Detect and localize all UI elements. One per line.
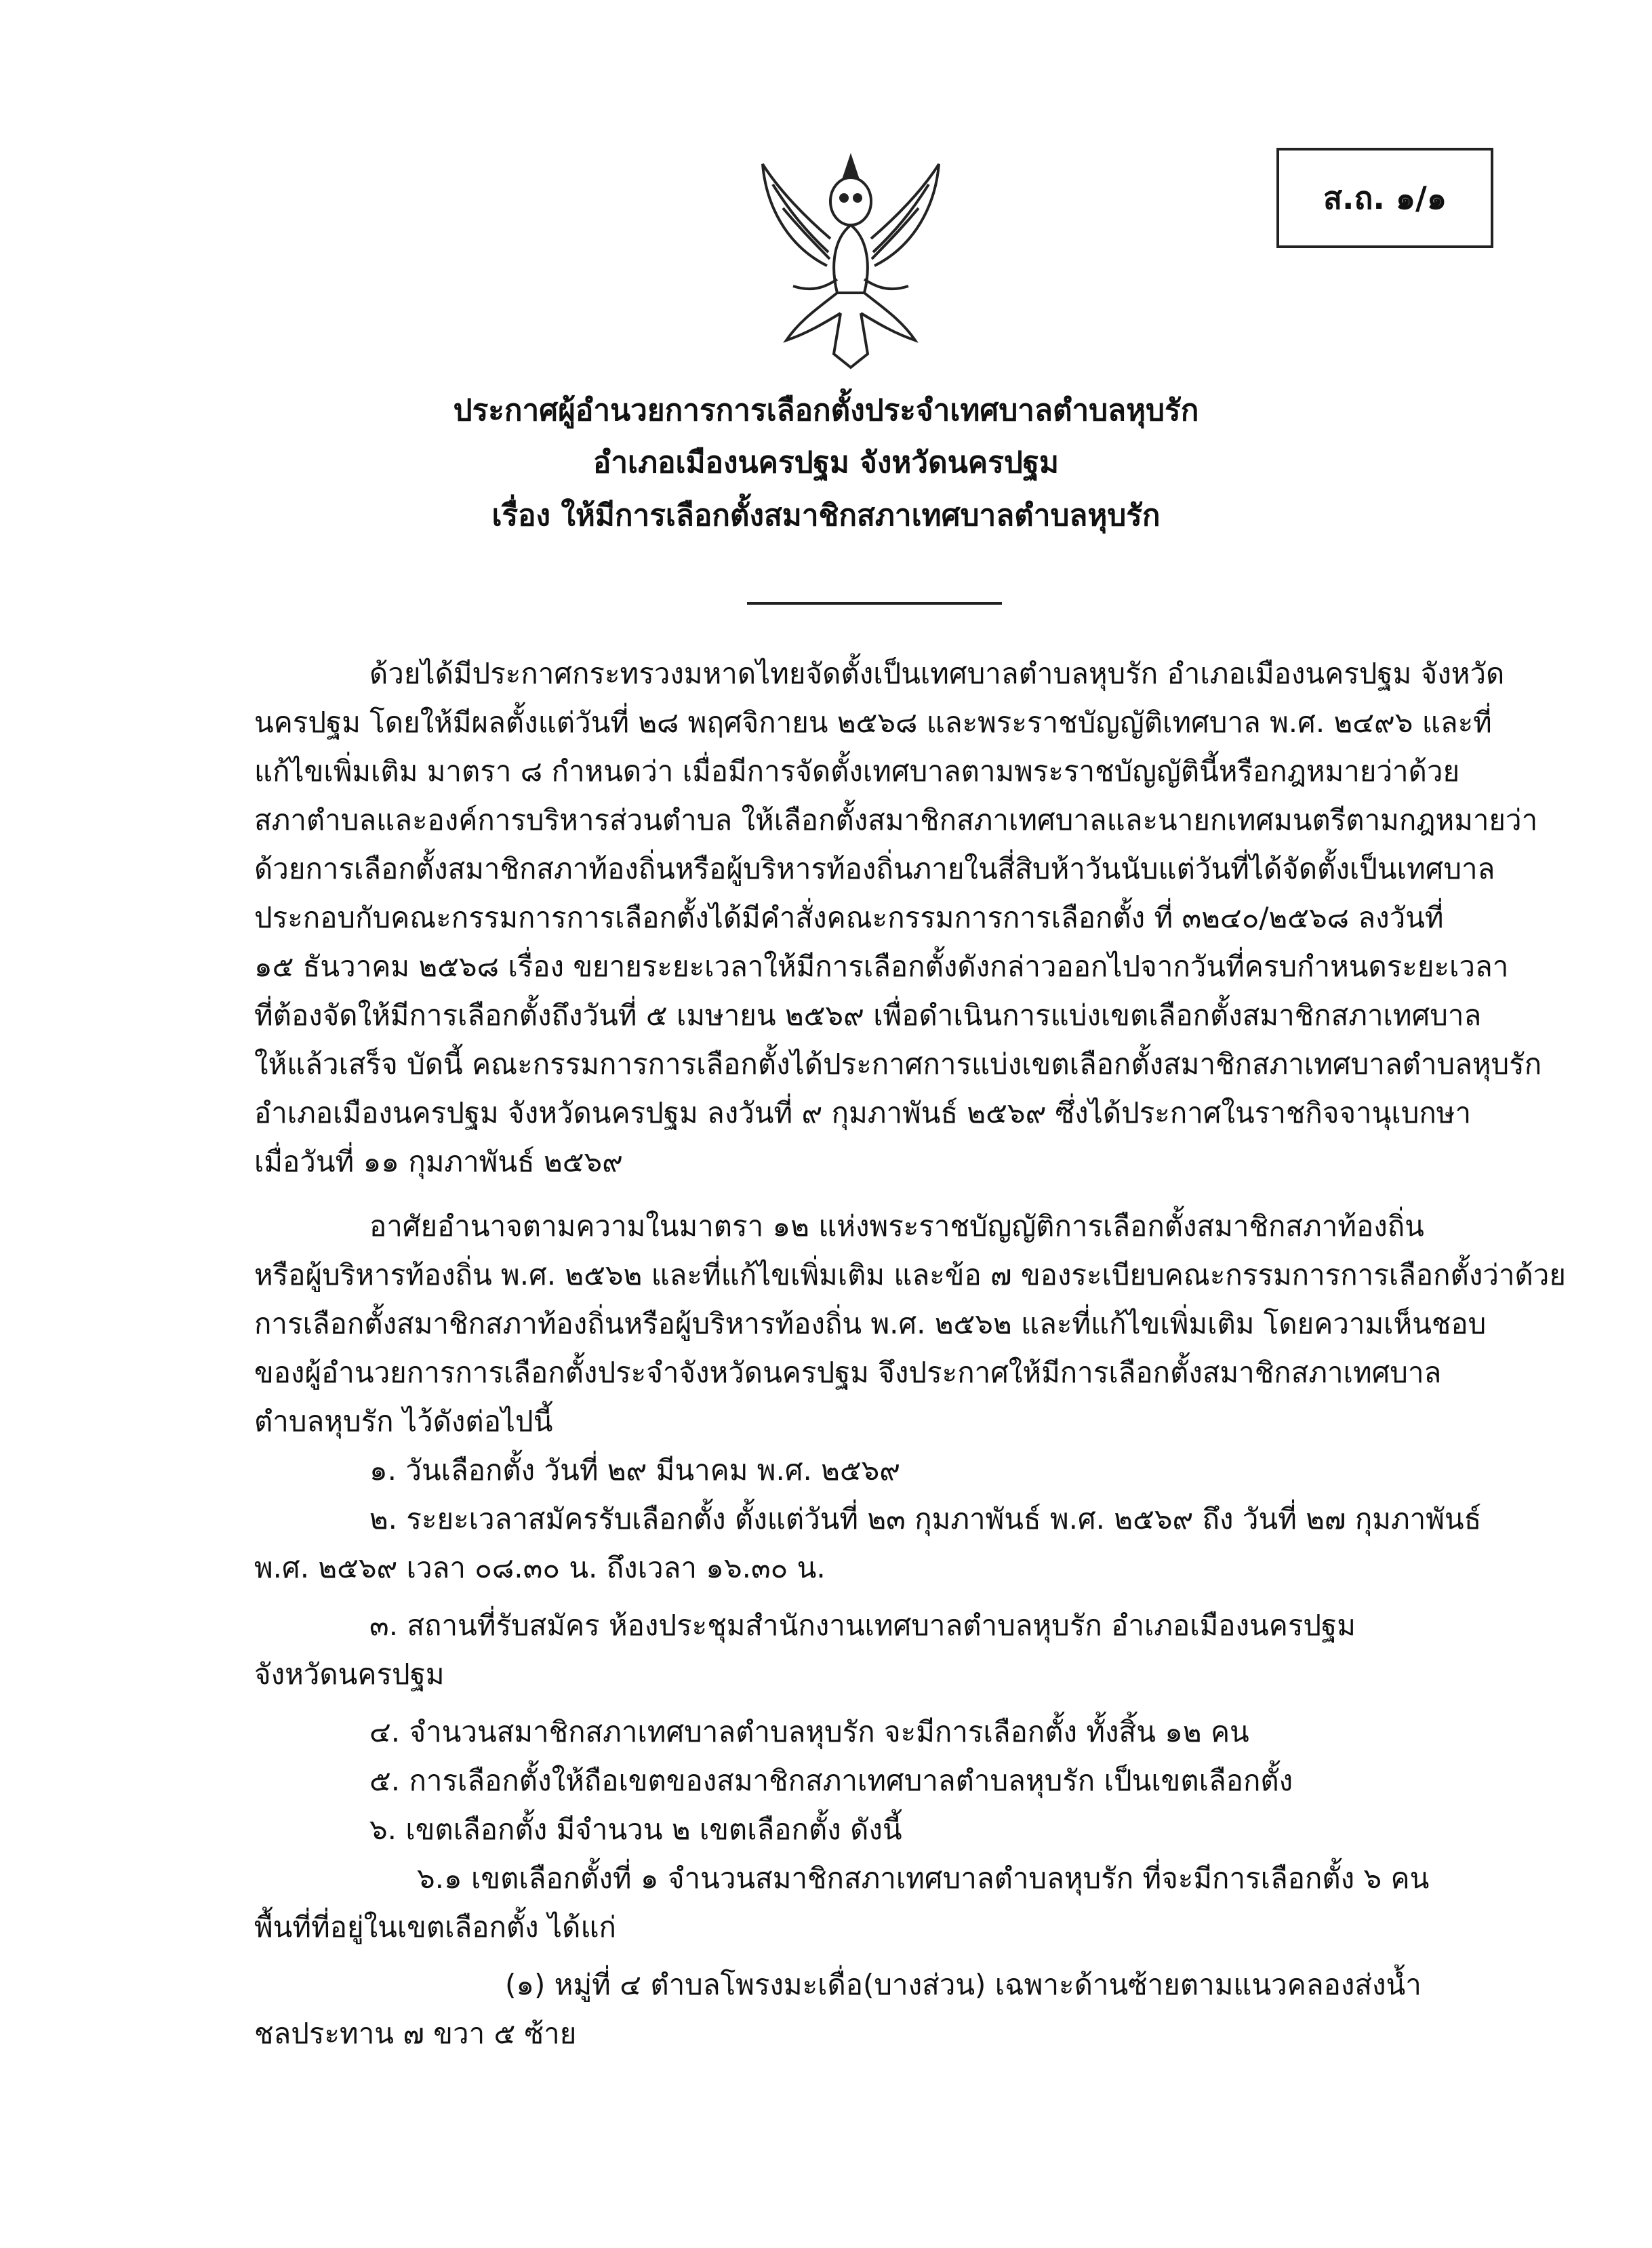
item-3-line-2: จังหวัดนครปฐม	[254, 1658, 445, 1691]
para1-line-6: ประกอบกับคณะกรรมการการเลือกตั้งได้มีคำสั่งคณะกรรมการการเลือกตั้ง ที่ ๓๒๔๐/๒๕๖๘ ลงวันที่	[254, 901, 1444, 934]
para1-line-9: ให้แล้วเสร็จ บัดนี้ คณะกรรมการการเลือกตั้งได้ประกาศการแบ่งเขตเลือกตั้งสมาชิกสภาเทศบาลตำบลหุบรัก	[254, 1047, 1542, 1081]
heading-divider	[747, 602, 1002, 605]
item-6-1-line-1: ๖.๑ เขตเลือกตั้งที่ ๑ จำนวนสมาชิกสภาเทศบาลตำบลหุบรัก ที่จะมีการเลือกตั้ง ๖ คน	[417, 1862, 1430, 1895]
item-5: ๕. การเลือกตั้งให้ถือเขตของสมาชิกสภาเทศบาลตำบลหุบรัก เป็นเขตเลือกตั้ง	[369, 1764, 1293, 1797]
item-4: ๔. จำนวนสมาชิกสภาเทศบาลตำบลหุบรัก จะมีการเลือกตั้ง ทั้งสิ้น ๑๒ คน	[369, 1715, 1249, 1748]
item-6-1-line-2: พื้นที่ที่อยู่ในเขตเลือกตั้ง ได้แก่	[254, 1910, 616, 1944]
para1-line-3: แก้ไขเพิ่มเติม มาตรา ๘ กำหนดว่า เมื่อมีการจัดตั้งเทศบาลตามพระราชบัญญัตินี้หรือกฎหมายว่าด้วย	[254, 755, 1460, 788]
form-code: ส.ถ. ๑/๑	[1323, 179, 1447, 216]
para2-line-4: ของผู้อำนวยการการเลือกตั้งประจำจังหวัดนครปฐม จึงประกาศให้มีการเลือกตั้งสมาชิกสภาเทศบาล	[254, 1356, 1442, 1389]
heading-line-3: เรื่อง ให้มีการเลือกตั้งสมาชิกสภาเทศบาลตำบลหุบรัก	[491, 498, 1161, 533]
para1-line-2: นครปฐม โดยให้มีผลตั้งแต่วันที่ ๒๘ พฤศจิกายน ๒๕๖๘ และพระราชบัญญัติเทศบาล พ.ศ. ๒๔๙๖ และที่	[254, 706, 1492, 739]
heading-line-2: อำเภอเมืองนครปฐม จังหวัดนครปฐม	[592, 445, 1060, 480]
para2-line-2: หรือผู้บริหารท้องถิ่น พ.ศ. ๒๕๖๒ และที่แก้ไขเพิ่มเติม และข้อ ๗ ของระเบียบคณะกรรมการการเลือกตั้งว่าด้วย	[254, 1258, 1566, 1291]
para2-line-5: ตำบลหุบรัก ไว้ดังต่อไปนี้	[254, 1405, 553, 1438]
para2-line-3: การเลือกตั้งสมาชิกสภาท้องถิ่นหรือผู้บริหารท้องถิ่น พ.ศ. ๒๕๖๒ และที่แก้ไขเพิ่มเติม โดยความเห็นชอบ	[254, 1307, 1487, 1340]
item-6-1-1-line-1: (๑) หมู่ที่ ๔ ตำบลโพรงมะเดื่อ(บางส่วน) เฉพาะด้านซ้ายตามแนวคลองส่งน้ำ	[505, 1968, 1422, 2001]
item-2-line-2: พ.ศ. ๒๕๖๙ เวลา ๐๘.๓๐ น. ถึงเวลา ๑๖.๓๐ น.	[254, 1551, 826, 1584]
para1-line-5: ด้วยการเลือกตั้งสมาชิกสภาท้องถิ่นหรือผู้บริหารท้องถิ่นภายในสี่สิบห้าวันนับแต่วันที่ได้จัดตั้งเป็นเทศบาล	[254, 852, 1495, 885]
form-code-box	[1276, 148, 1493, 248]
para1-line-8: ที่ต้องจัดให้มีการเลือกตั้งถึงวันที่ ๕ เมษายน ๒๕๖๙ เพื่อดำเนินการแบ่งเขตเลือกตั้งสมาชิกสภาเทศบาล	[254, 999, 1482, 1032]
garuda-emblem-icon	[752, 150, 949, 374]
item-3-line-1: ๓. สถานที่รับสมัคร ห้องประชุมสำนักงานเทศบาลตำบลหุบรัก อำเภอเมืองนครปฐม	[369, 1609, 1356, 1642]
para1-line-11: เมื่อวันที่ ๑๑ กุมภาพันธ์ ๒๕๖๙	[254, 1145, 623, 1178]
item-6-1-1-line-2: ชลประทาน ๗ ขวา ๕ ซ้าย	[254, 2017, 577, 2050]
heading-line-1: ประกาศผู้อำนวยการการเลือกตั้งประจำเทศบาลตำบลหุบรัก	[453, 393, 1199, 428]
item-1: ๑. วันเลือกตั้ง วันที่ ๒๙ มีนาคม พ.ศ. ๒๕๖๙	[369, 1453, 901, 1487]
para1-line-7: ๑๕ ธันวาคม ๒๕๖๘ เรื่อง ขยายระยะเวลาให้มีการเลือกตั้งดังกล่าวออกไปจากวันที่ครบกำหนดระยะเวลา	[254, 950, 1509, 983]
item-6: ๖. เขตเลือกตั้ง มีจำนวน ๒ เขตเลือกตั้ง ดังนี้	[369, 1813, 902, 1846]
para1-line-1: ด้วยได้มีประกาศกระทรวงมหาดไทยจัดตั้งเป็นเทศบาลตำบลหุบรัก อำเภอเมืองนครปฐม จังหวัด	[369, 657, 1505, 690]
para1-line-10: อำเภอเมืองนครปฐม จังหวัดนครปฐม ลงวันที่ ๙ กุมภาพันธ์ ๒๕๖๙ ซึ่งได้ประกาศในราชกิจจานุเบกษา	[254, 1096, 1472, 1129]
item-2-line-1: ๒. ระยะเวลาสมัครรับเลือกตั้ง ตั้งแต่วันที่ ๒๓ กุมภาพันธ์ พ.ศ. ๒๕๖๙ ถึง วันที่ ๒๗ กุมภาพันธ์	[369, 1502, 1482, 1536]
para1-line-4: สภาตำบลและองค์การบริหารส่วนตำบล ให้เลือกตั้งสมาชิกสภาเทศบาลและนายกเทศมนตรีตามกฎหมายว่า	[254, 803, 1538, 837]
para2-line-1: อาศัยอำนาจตามความในมาตรา ๑๒ แห่งพระราชบัญญัติการเลือกตั้งสมาชิกสภาท้องถิ่น	[369, 1209, 1424, 1243]
